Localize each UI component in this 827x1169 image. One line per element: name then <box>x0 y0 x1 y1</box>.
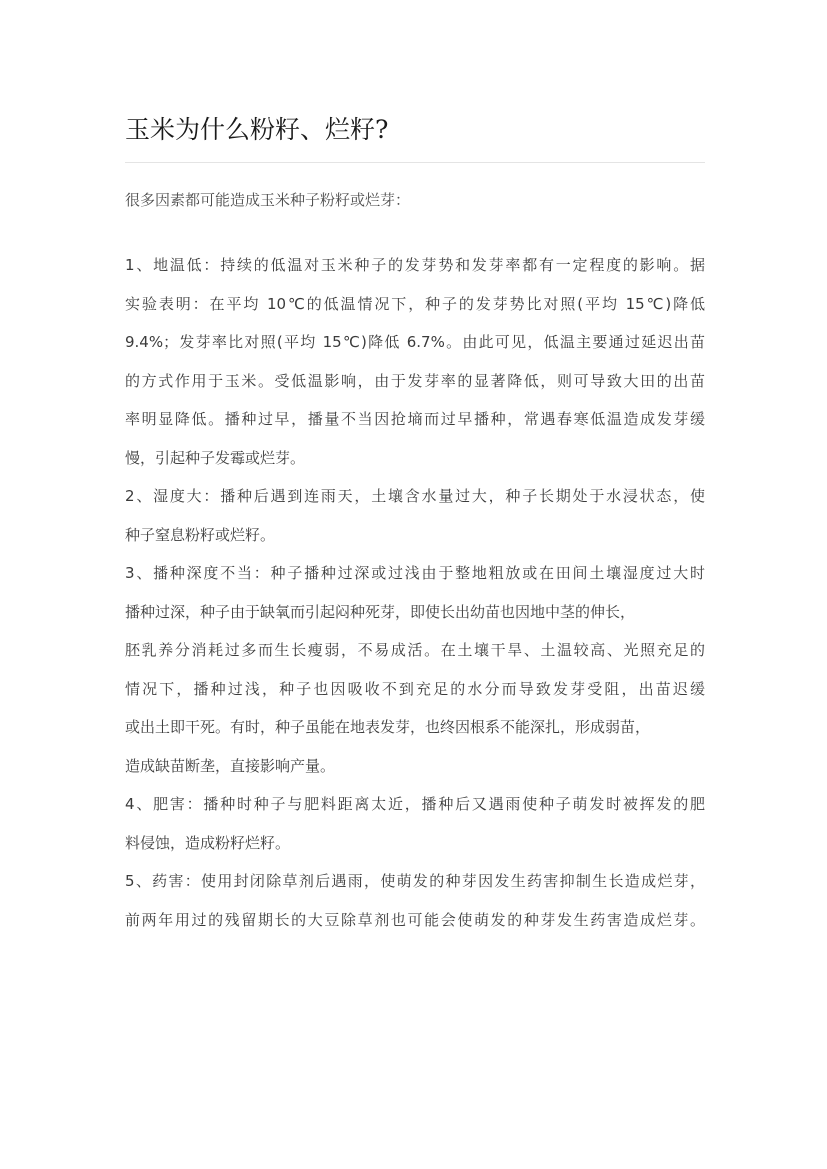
paragraph-line: 的方式作用于玉米。受低温影响，由于发芽率的显著降低，则可导致大田的出苗 <box>125 371 705 390</box>
paragraph-line: 种子窒息粉籽或烂籽。 <box>125 525 276 544</box>
cause-item-improper-sowing-depth <box>125 554 705 785</box>
paragraph-line: 4、肥害：播种时种子与肥料距离太近，播种后又遇雨使种子萌发时被挥发的肥 <box>125 795 705 813</box>
article-intro: 很多因素都可能造成玉米种子粉籽或烂芽： <box>125 191 411 209</box>
paragraph-line: 前两年用过的残留期长的大豆除草剂也可能会使萌发的种芽发生药害造成烂芽。 <box>125 910 705 929</box>
paragraph-line: 胚乳养分消耗过多而生长瘦弱，不易成活。在土壤干旱、土温较高、光照充足的 <box>125 641 705 659</box>
cause-list <box>125 246 705 939</box>
cause-item-low-soil-temperature <box>125 246 705 477</box>
paragraph-line: 或出土即干死。有时，种子虽能在地表发芽，也终因根系不能深扎，形成弱苗， <box>125 718 651 736</box>
cause-item-high-humidity <box>125 477 705 554</box>
paragraph-line: 造成缺苗断垄，直接影响产量。 <box>125 756 336 775</box>
cause-item-herbicide-damage <box>125 862 705 939</box>
paragraph-line: 情况下，播种过浅，种子也因吸收不到充足的水分而导致发芽受阻，出苗迟缓 <box>125 679 705 698</box>
paragraph-line: 慢，引起种子发霉或烂芽。 <box>125 448 306 467</box>
paragraph-line: 1、地温低：持续的低温对玉米种子的发芽势和发芽率都有一定程度的影响。据 <box>125 256 705 274</box>
paragraph-line: 3、播种深度不当：种子播种过深或过浅由于整地粗放或在田间土壤湿度过大时 <box>125 564 705 582</box>
article-title: 玉米为什么粉籽、烂籽? <box>125 112 705 163</box>
paragraph-line: 实验表明：在平均 10℃的低温情况下，种子的发芽势比对照(平均 15℃)降低 <box>125 294 705 313</box>
article <box>125 112 705 939</box>
paragraph-line: 播种过深，种子由于缺氧而引起闷种死芽，即使长出幼苗也因地中茎的伸长， <box>125 602 636 621</box>
paragraph-line: 5、药害：使用封闭除草剂后遇雨，使萌发的种芽因发生药害抑制生长造成烂芽， <box>125 872 705 890</box>
cause-item-fertilizer-damage <box>125 785 705 862</box>
paragraph-line: 料侵蚀，造成粉籽烂籽。 <box>125 833 291 852</box>
paragraph-line: 2、湿度大：播种后遇到连雨天，土壤含水量过大，种子长期处于水浸状态，使 <box>125 487 705 505</box>
paragraph-line: 率明显降低。播种过早，播量不当因抢墒而过早播种，常遇春寒低温造成发芽缓 <box>125 410 705 428</box>
paragraph-line: 9.4%；发芽率比对照(平均 15℃)降低 6.7%。由此可见，低温主要通过延迟出苗 <box>125 333 705 351</box>
